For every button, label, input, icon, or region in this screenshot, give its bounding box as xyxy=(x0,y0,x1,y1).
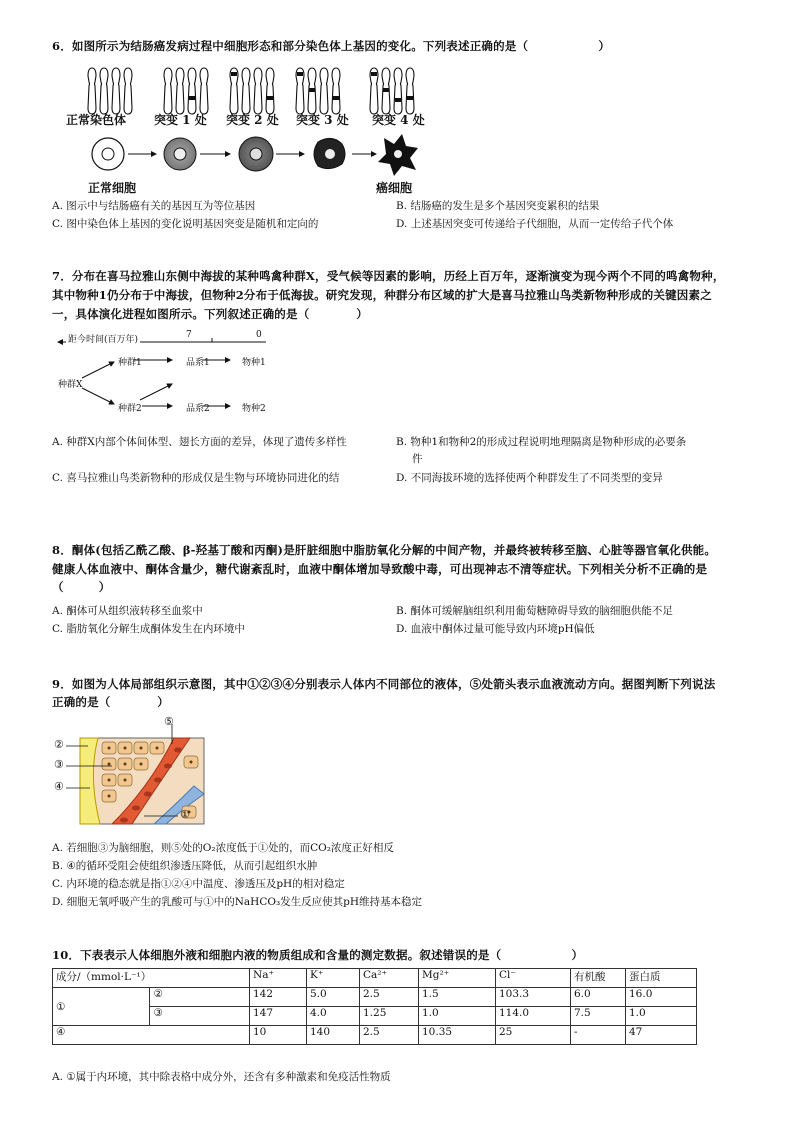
q8-option-b: B. 酮体可缓解脑组织利用葡萄糖障碍导致的脑细胞供能不足 xyxy=(396,605,673,617)
table-cell: 10 xyxy=(250,1026,307,1045)
q9-stem-line1: 9．如图为人体局部组织示意图，其中①②③④分别表示人体内不同部位的液体，⑤处箭头表示血液流动方向。据图判断下列说法 xyxy=(52,677,716,691)
label-mutation-3: 突变 3 处 xyxy=(296,113,349,127)
q6-cell-progression xyxy=(80,132,420,180)
mark-5: ⑤ xyxy=(164,715,174,728)
table-row xyxy=(53,1026,697,1045)
q7-option-b-line2: 件 xyxy=(412,453,423,465)
q7-stem-line1: 7．分布在喜马拉雅山东侧中海拔的某种鸣禽种群X，受气候等因素的影响，历经上百万年，逐渐演变为现今两个不同的鸣禽物种， xyxy=(52,269,725,283)
q6-stem: 6．如图所示为结肠癌发病过程中细胞形态和部分染色体上基因的变化。下列表述正确的是（ ） xyxy=(52,39,611,53)
q6-option-d: D. 上述基因突变可传递给子代细胞，从而一定传给子代个体 xyxy=(396,218,674,230)
q7-stem-line3: 一，具体演化进程如图所示。下列叙述正确的是（ ） xyxy=(52,307,368,321)
table-cell: 47 xyxy=(626,1026,697,1045)
label-mutation-1: 突变 1 处 xyxy=(154,113,207,127)
table-header-row xyxy=(53,969,697,988)
table-cell: 140 xyxy=(307,1026,360,1045)
table-cell: - xyxy=(571,1026,626,1045)
species-2: 物种2 xyxy=(242,404,266,414)
row-label: ③ xyxy=(150,1007,250,1026)
q9-option-c: C. 内环境的稳态就是指①②④中温度、渗透压及pH的相对稳定 xyxy=(52,878,345,890)
time-0: 0 xyxy=(256,330,262,340)
label-mutation-2: 突变 2 处 xyxy=(226,113,279,127)
table-cell: 103.3 xyxy=(496,988,571,1007)
table-cell: 10.35 xyxy=(419,1026,496,1045)
label-mutation-4: 突变 4 处 xyxy=(372,113,425,127)
table-cell: 114.0 xyxy=(496,1007,571,1026)
mark-3: ③ xyxy=(54,758,64,771)
q9-option-a: A. 若细胞③为脑细胞，则⑤处的O₂浓度低于①处的，而CO₂浓度正好相反 xyxy=(52,842,394,854)
table-row xyxy=(53,988,697,1007)
population-x: 种群X xyxy=(58,380,83,390)
table-cell: 4.0 xyxy=(307,1007,360,1026)
q7-option-c: C. 喜马拉雅山鸟类新物种的形成仅是生物与环境协同进化的结 xyxy=(52,472,340,484)
label-normal-cell: 正常细胞 xyxy=(88,181,137,195)
q10-data-table xyxy=(52,968,697,1045)
header-cell: Mg²⁺ xyxy=(419,969,496,988)
header-cell: 有机酸 xyxy=(571,969,626,988)
table-cell: 7.5 xyxy=(571,1007,626,1026)
q7-option-a: A. 种群X内部个体间体型、翅长方面的差异，体现了遗传多样性 xyxy=(52,436,347,448)
row-label: ④ xyxy=(53,1026,250,1045)
q6-option-a: A. 图示中与结肠癌有关的基因互为等位基因 xyxy=(52,200,256,212)
q8-stem-line3: （ ） xyxy=(52,580,111,594)
lineage-2: 品系2 xyxy=(186,404,210,414)
q9-option-b: B. ④的循环受阻会使组织渗透压降低，从而引起组织水肿 xyxy=(52,860,318,872)
q8-option-a: A. 酮体可从组织液转移至血浆中 xyxy=(52,605,203,617)
table-row xyxy=(53,1007,697,1026)
header-cell: K⁺ xyxy=(307,969,360,988)
table-cell: 1.0 xyxy=(419,1007,496,1026)
q10-option-a: A. ①属于内环境，其中除表格中成分外，还含有多种激素和免疫活性物质 xyxy=(52,1071,391,1083)
q6-option-b: B. 结肠癌的发生是多个基因突变累积的结果 xyxy=(396,200,600,212)
table-cell: 1.5 xyxy=(419,988,496,1007)
label-normal-chromosome: 正常染色体 xyxy=(66,113,127,127)
q8-option-d: D. 血液中酮体过量可能导致内环境pH偏低 xyxy=(396,623,595,635)
species-1: 物种1 xyxy=(242,358,266,368)
table-cell: 142 xyxy=(250,988,307,1007)
time-axis-label: 距今时间(百万年) xyxy=(66,332,140,345)
mark-1: ① xyxy=(180,808,190,821)
q7-stem-line2: 其中物种1仍分布于中海拔，但物种2分布于低海拔。研究发现，种群分布区域的扩大是喜马拉雅山鸟类新物种形成的关键因素之 xyxy=(52,288,712,302)
q7-option-d: D. 不同海拔环境的选择使两个种群发生了不同类型的变异 xyxy=(396,472,663,484)
header-cell: Na⁺ xyxy=(250,969,307,988)
header-cell: Cl⁻ xyxy=(496,969,571,988)
time-7: 7 xyxy=(186,330,192,340)
mark-2: ② xyxy=(54,738,64,751)
population-2: 种群2 xyxy=(118,404,142,414)
table-cell: 25 xyxy=(496,1026,571,1045)
header-cell: 蛋白质 xyxy=(626,969,697,988)
table-cell: 2.5 xyxy=(360,988,419,1007)
header-cell: Ca²⁺ xyxy=(360,969,419,988)
table-cell: 6.0 xyxy=(571,988,626,1007)
table-cell: 1.0 xyxy=(626,1007,697,1026)
lineage-1: 品系1 xyxy=(186,358,210,368)
row-label: ② xyxy=(150,988,250,1007)
q6-option-c: C. 图中染色体上基因的变化说明基因突变是随机和定向的 xyxy=(52,218,319,230)
q8-stem-line1: 8．酮体(包括乙酰乙酸、β-羟基丁酸和丙酮)是肝脏细胞中脂肪氧化分解的中间产物，并最终被转移至脑、心脏等器官氧化供能。 xyxy=(52,543,717,557)
group-label: ① xyxy=(53,988,150,1026)
table-cell: 1.25 xyxy=(360,1007,419,1026)
header-cell: 成分/（mmol·L⁻¹） xyxy=(53,969,250,988)
table-cell: 147 xyxy=(250,1007,307,1026)
q8-stem-line2: 健康人体血液中、酮体含量少，糖代谢紊乱时，血液中酮体增加导致酸中毒，可出现神志不清等症状。下列相关分析不正确的是 xyxy=(52,562,708,576)
q10-stem: 10．下表表示人体细胞外液和细胞内液的物质组成和含量的测定数据。叙述错误的是（ ） xyxy=(52,948,584,962)
table-cell: 5.0 xyxy=(307,988,360,1007)
q7-option-b-line1: B. 物种1和物种2的形成过程说明地理隔离是物种形成的必要条 xyxy=(396,436,687,448)
mark-4: ④ xyxy=(54,780,64,793)
q9-stem-line2: 正确的是（ ） xyxy=(52,695,169,709)
table-cell: 2.5 xyxy=(360,1026,419,1045)
label-cancer-cell: 癌细胞 xyxy=(376,181,413,195)
table-cell: 16.0 xyxy=(626,988,697,1007)
q8-option-c: C. 脂肪氧化分解生成酮体发生在内环境中 xyxy=(52,623,245,635)
population-1: 种群1 xyxy=(118,358,142,368)
q9-option-d: D. 细胞无氧呼吸产生的乳酸可与①中的NaHCO₃发生反应使其pH维持基本稳定 xyxy=(52,896,423,908)
q9-tissue-figure xyxy=(54,716,214,828)
